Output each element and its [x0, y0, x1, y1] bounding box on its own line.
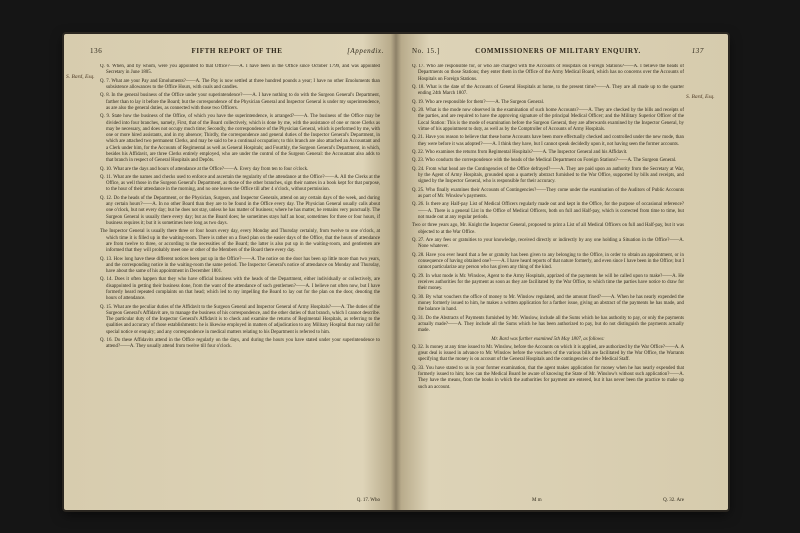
- left-running-title: FIFTH REPORT OF THE: [191, 47, 283, 55]
- question-answer: Q. 33. You have stated to us in your former examination, that the agent makes application for money when he has nearly expended that formerly issued to him; how can the Medical Board be aware of knowing the State of Mr. Winslow's without such application?——A. They have the means, from the books in which the authorities for payment are entered, but it has never been the practice to make up such an account.: [412, 365, 684, 390]
- question-answer: Q. 27. Are any fees or gratuities to your knowledge, received directly or indirectly by any one holding a Situation in the Office?——A. None whatever.: [412, 238, 684, 250]
- right-page-body: [412, 64, 684, 496]
- right-running-title: COMMISSIONERS OF MILITARY ENQUIRY.: [475, 47, 641, 55]
- examination-heading: Mr. Bard was further examined 5th May 1807, as follows:: [491, 336, 605, 342]
- left-page-number: 136: [90, 47, 103, 55]
- left-running-head: [90, 47, 384, 57]
- question-answer: Q. 25. Who finally examines their Accounts of Contingencies?——They come under the examination of the Auditors of Public Accounts as part of Mr. Winslow's payments.: [412, 187, 684, 199]
- question-answer: Q. 17. Who are responsible for, or who are charged with the Accounts of Hospitals on Foreign Stations?——A. I believe the heads of Departments on those Stations; they enter them in the Office of the Army Medical Board, which has no concerns over the Accounts of Hospitals on Foreign Stations.: [412, 64, 684, 82]
- question-answer: Q. 29. In what mode is Mr. Winslow, Agent to the Army Hospitals, apprized of the payments he will be called upon to make?——A. He receives authorities for the payment as soon as they are facilitated by the War Office, to which time the parties have notice to draw for their money.: [412, 273, 684, 292]
- question-answer: Q. 22. Who examines the returns from Regimental Hospitals?——A. The Inspector General and his Affidavit.: [412, 149, 628, 155]
- left-section-label: [Appendix.: [347, 47, 384, 55]
- question-answer: Q. 16. Do these Affidavits attend in the Office regularly on the days, and during the hours you have stated under your superintendence to attend?——A. They usually attend from twelve till four o'clock.: [100, 338, 380, 350]
- right-page: [398, 34, 728, 510]
- question-answer: Q. 18. What is the date of the Accounts of General Hospitals at home, to the present time?——A. They are all made up to the quarter ending 24th March 1807.: [412, 84, 684, 97]
- question-answer: Q. 26. Is there any Half-pay List of Medical Officers regularly made out and kept in the Office, for the purpose of occasional reference?——A. There is a general List in the Office of Medical Officers, both on full and Half-pay, which is corrected from time to time, but not made out at any regular periods.: [412, 202, 684, 220]
- right-page-foot: [412, 498, 684, 506]
- question-answer: Two or three years ago, Mr. Knight the Inspector General, proposed to print a List of all Medical Officers on full and Half-pay, but it was objected to at the War Office.: [412, 223, 684, 235]
- question-answer: Q. 15. What are the peculiar duties of the Affidavit to the Surgeon General and Inspector General of Army Hospitals?——A. The duties of the Surgeon General's Affidavit are, to manage the business of his correspondence, and the other duties of that branch, which I cannot describe. The particular duty of the Inspector General's Affidavit is to check and examine the returns of Regimental Hospitals, as referring to the qualities and accuracy of those establishments: he is likewise employed in matters of adjudication to any Military Hospital that may call for special notice or enquiry; and any correspondence in medical matters relating to his Department is referred to him.: [100, 304, 380, 335]
- question-answer: Q. 14. Does it often happen that they who have official business with the heads of the Department, either individually or collectively, are disappointed in getting their business done, from the want of the attendance of such gentlemen?——A. I believe not often now, but I have formerly heard repeated complaints on that head; which led to my impelling the Board to lay out for the plan on the door, denoting the hours of attendance.: [100, 277, 380, 302]
- question-answer: Q. 6. When, and by whom, were you appointed to that Office?——A. I have been in the Office since October 1799, and was appointed Secretary in June 1805.: [100, 64, 380, 76]
- question-answer: Q. 32. Is money at any time issued to Mr. Winslow, before the Accounts on which it is applied, are authorized by the War Office?——A. A great deal is issued in advance to Mr. Winslow before the vouchers of the various bills are facilitated by the War Office, the Warrants specifying that the money is on account of the General Hospitals and the contingencies of the Medical Staff.: [412, 344, 684, 363]
- question-answer: Q. 10. What are the days and hours of attendance at the Office?——A. Every day from ten to four o'clock.: [100, 166, 309, 172]
- left-margin-note: S. Bard, Esq.: [66, 74, 95, 80]
- question-answer: Q. 31. Do the Abstracts of Payments furnished by Mr. Winslow, include all the Sums which he has authority to pay, or only the payments actually made?——A. They include all the Sums which he has been authorized to pay, but do not distinguish the payments actually made.: [412, 315, 684, 334]
- question-answer: Q. 12. Do the heads of the Department, or the Physician, Surgeon, and Inspector Generals, attend on any certain days of the week, and during any certain hours?——A. In no other Board than they are to be found in the Office every day. The Physician General usually calls about one o'clock, but not every day; but he does not stay, unless he has matter of business; where he has matter, he remains very punctually. The Surgeon General is usually there every day; but as the Board does; he sometimes stays half an hour, sometimes for three or four hours, if business requires it; but it is sometimes here long as two days.: [100, 195, 380, 226]
- question-answer: The Inspector General is usually there three or four hours every day, every Monday and Thursday certainly, from twelve to one o'clock, at which time it is filled up in the waiting-room. There is rather on a fixed plan on the easier days of the Office, that the hours of attendance are from twelve to three, or according to the necessities of the Board; the latter is also put up in the waiting-room, and gentlemen are informed that they will probably meet one or other of the Members of the Board there every day.: [100, 229, 380, 254]
- left-catchword: Q. 17. Who: [356, 498, 380, 503]
- book-spread: [64, 34, 728, 510]
- right-margin-note: S. Bard, Esq.: [686, 94, 715, 100]
- right-page-number: 137: [691, 47, 704, 55]
- signature-mark: M m: [532, 498, 542, 503]
- left-page-foot: [357, 498, 380, 506]
- question-answer: Q. 24. From what head are the Contingencies of the Office defrayed?——A. They are paid upon an authority from the Secretary at War, by the Agent of Army Hospitals, grounded upon a quarterly abstract furnished to the War Office, supported by bills and receipts, and signed by the Inspector General, who is responsible for their accuracy.: [412, 166, 684, 185]
- question-answer: Q. 8. In the general business of the Office under your superintendence?——A. I have nothing to do with the Surgeon General's Department, farther than to lay it before the Board; but the correspondence of the Physician General and Inspector General is under my superintendence, as are also the general duties, as connected with those two Officers.: [100, 93, 380, 111]
- question-answer: Q. 11. What are the names and checks used to enforce and ascertain the regularity of the attendance at the Office?——A. All the Clerks at the Office, as well those in the Surgeon General's Department, as those of the other branches, sign their names in a book kept for that purpose, to the hour of their attendance in the morning, and no one leaves the Office till after 4 o'clock, without permission.: [100, 174, 380, 193]
- left-page-body: [100, 64, 380, 496]
- question-answer: Q. 9. State how the business of the Office, of which you have the superintendence, is arranged?——A. The business of the Office may be divided into four branches, namely, First, that of the Board collectively, which is done by me, with the assistance of one or more Clerks as may be necessary, and does not occupy much time; Secondly, the correspondence of the Physician General, which is performed by me, with one or more hired assistants, and in my absence; Thirdly, the correspondence and general duties of the Inspector General's Department, in which are attached two permanent Clerks, and may be said to be a continual occupation; to this branch are also attached an Accountant and a Clerk under him, for the Accounts of Regimental as well as General Hospitals; and Fourthly, the Surgeon General's Department, in which, besides his Affidavit, are three Clerks entirely employed, who are under the control of the Surgeon General: the Accountant also adds to that branch in respect of General Hospitals and Depôts.: [100, 114, 380, 164]
- question-answer: Q. 19. Who are responsible for them?——A. The Surgeon General.: [412, 99, 545, 105]
- question-answer: Q. 21. Have you reason to believe that these home Accounts have been more effectually checked and controlled under the new mode, than they were before it was adopted?——A. I think they have, but I cannot speak decidedly upon it, not having seen the former accounts.: [412, 135, 684, 147]
- question-answer: Q. 28. Have you ever heard that a fee or gratuity has been given to any belonging to the Office, in order to obtain an appointment, or in consequence of having obtained one?——A. I have heard reports of that nature formerly, and even since I have been in the Office; but I cannot particularize any person who has given any thing of the kind.: [412, 252, 684, 271]
- right-catchword: Q. 32. Are: [663, 498, 684, 503]
- left-page: [64, 34, 394, 510]
- question-answer: Q. 23. Who conducts the correspondence with the heads of the Medical Department on Foreign Stations?——A. The Surgeon General.: [412, 158, 677, 164]
- question-answer: Q. 20. What is the mode now observed in the examination of such home Accounts?——A. They are checked by the bills and receipts of the parties, and are required to have the approving signature of the principal Medical Officer; and the Military Superior Officer of the Local Station: This is the mode of examination before the Surgeon General, they are afterwards examined by the Inspector General, by virtue of his appointment to duty, as well as by the Comptroller of Accounts of Army Hospitals.: [412, 108, 684, 132]
- question-answer: Q. 30. By what vouchers the office of money to Mr. Winslow regulated, and the amount fixed?——A. When he has nearly expended the money formerly issued to him, he makes a written application for a farther issue, giving an abstract of the payments he has made, and the balance in hand.: [412, 294, 684, 313]
- right-running-head: [412, 47, 704, 57]
- question-answer: Q. 13. How long have these different notices been put up in the Office?——A. The notice on the door has been up little more than two years, and the corresponding notice in the waiting-room the same period. The Inspector General's notice of attendance on Monday and Thursday, have about the same of his appointment in December 1801.: [100, 256, 380, 274]
- question-answer: Q. 7. What are your Pay and Emoluments?——A. The Pay is now settled at three hundred pounds a year; I have no other Emoluments than subsistence allowances to the Office Hours, with coals and candles.: [100, 78, 380, 90]
- right-number-label: No. 15.]: [412, 47, 440, 55]
